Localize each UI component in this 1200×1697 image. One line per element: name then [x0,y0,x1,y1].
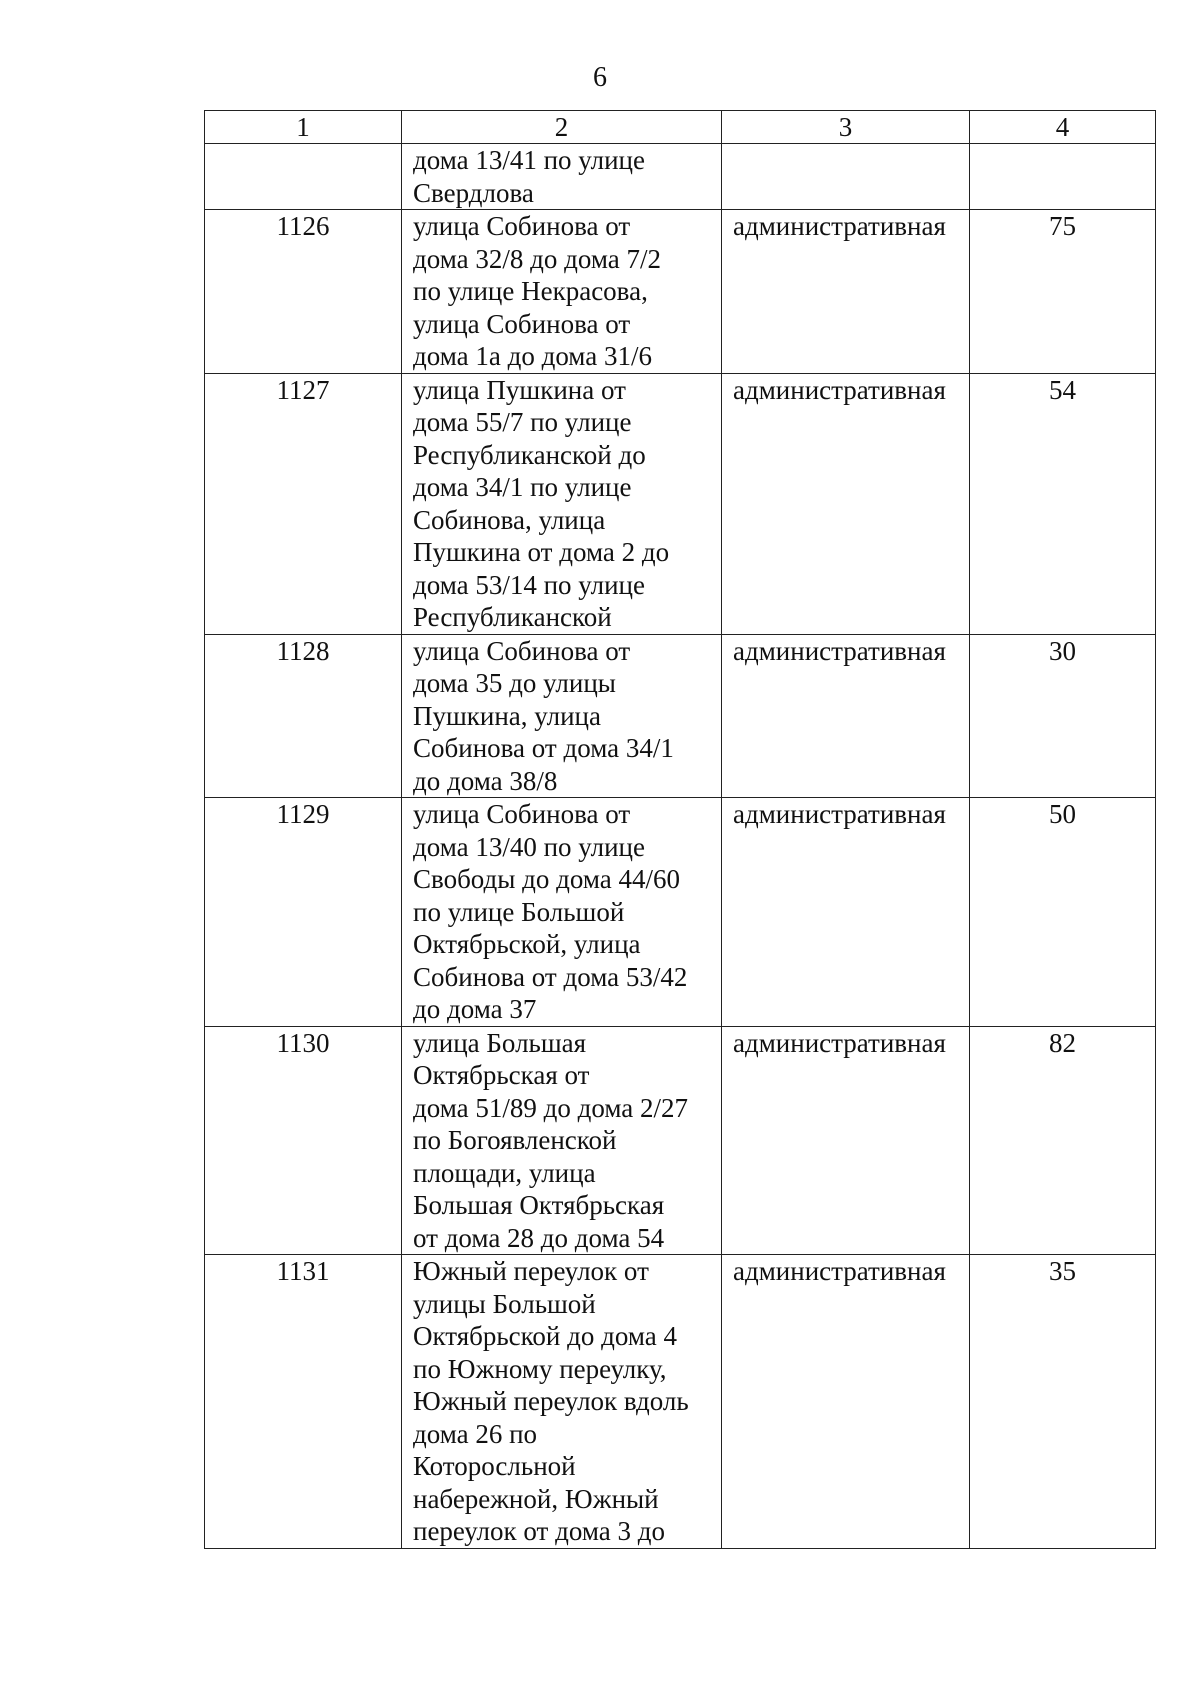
street-length: 54 [970,373,1156,634]
column-header-4: 4 [970,111,1156,144]
table-row [205,1026,1156,1255]
street-length: 75 [970,210,1156,374]
street-type: административная [722,634,970,798]
table-row [205,1255,1156,1549]
row-number: 1126 [205,210,402,374]
street-type [722,144,970,210]
street-type: административная [722,210,970,374]
street-length: 82 [970,1026,1156,1255]
street-description: улица Большая Октябрьская от дома 51/89 до дома 2/27 по Богоявленской площади, улица Большая Октябрьская от дома 28 до дома 54 [402,1026,722,1255]
table-row [205,798,1156,1027]
table-header-row [205,111,1156,144]
street-description: улица Пушкина от дома 55/7 по улице Республиканской до дома 34/1 по улице Собинова, улица Пушкина от дома 2 до дома 53/14 по улице Республиканской [402,373,722,634]
street-description: Южный переулок от улицы Большой Октябрьской до дома 4 по Южному переулку, Южный переулок вдоль дома 26 по Которосльной набережной, Южный переулок от дома 3 до [402,1255,722,1549]
table-row [205,210,1156,374]
column-header-1: 1 [205,111,402,144]
page-number: 6 [593,62,607,93]
table-row [205,634,1156,798]
streets-table [204,110,1156,1549]
street-type: административная [722,373,970,634]
street-length: 30 [970,634,1156,798]
column-header-3: 3 [722,111,970,144]
street-type: административная [722,798,970,1027]
street-type: административная [722,1026,970,1255]
table-row [205,144,1156,210]
table-row [205,373,1156,634]
street-description: улица Собинова от дома 32/8 до дома 7/2 по улице Некрасова, улица Собинова от дома 1а до дома 31/6 [402,210,722,374]
row-number: 1130 [205,1026,402,1255]
street-length [970,144,1156,210]
row-number: 1129 [205,798,402,1027]
row-number: 1128 [205,634,402,798]
row-number: 1127 [205,373,402,634]
street-description: улица Собинова от дома 35 до улицы Пушкина, улица Собинова от дома 34/1 до дома 38/8 [402,634,722,798]
street-length: 50 [970,798,1156,1027]
street-description: улица Собинова от дома 13/40 по улице Свободы до дома 44/60 по улице Большой Октябрьской, улица Собинова от дома 53/42 до дома 37 [402,798,722,1027]
street-type: административная [722,1255,970,1549]
street-length: 35 [970,1255,1156,1549]
column-header-2: 2 [402,111,722,144]
row-number [205,144,402,210]
row-number: 1131 [205,1255,402,1549]
street-description: дома 13/41 по улице Свердлова [402,144,722,210]
